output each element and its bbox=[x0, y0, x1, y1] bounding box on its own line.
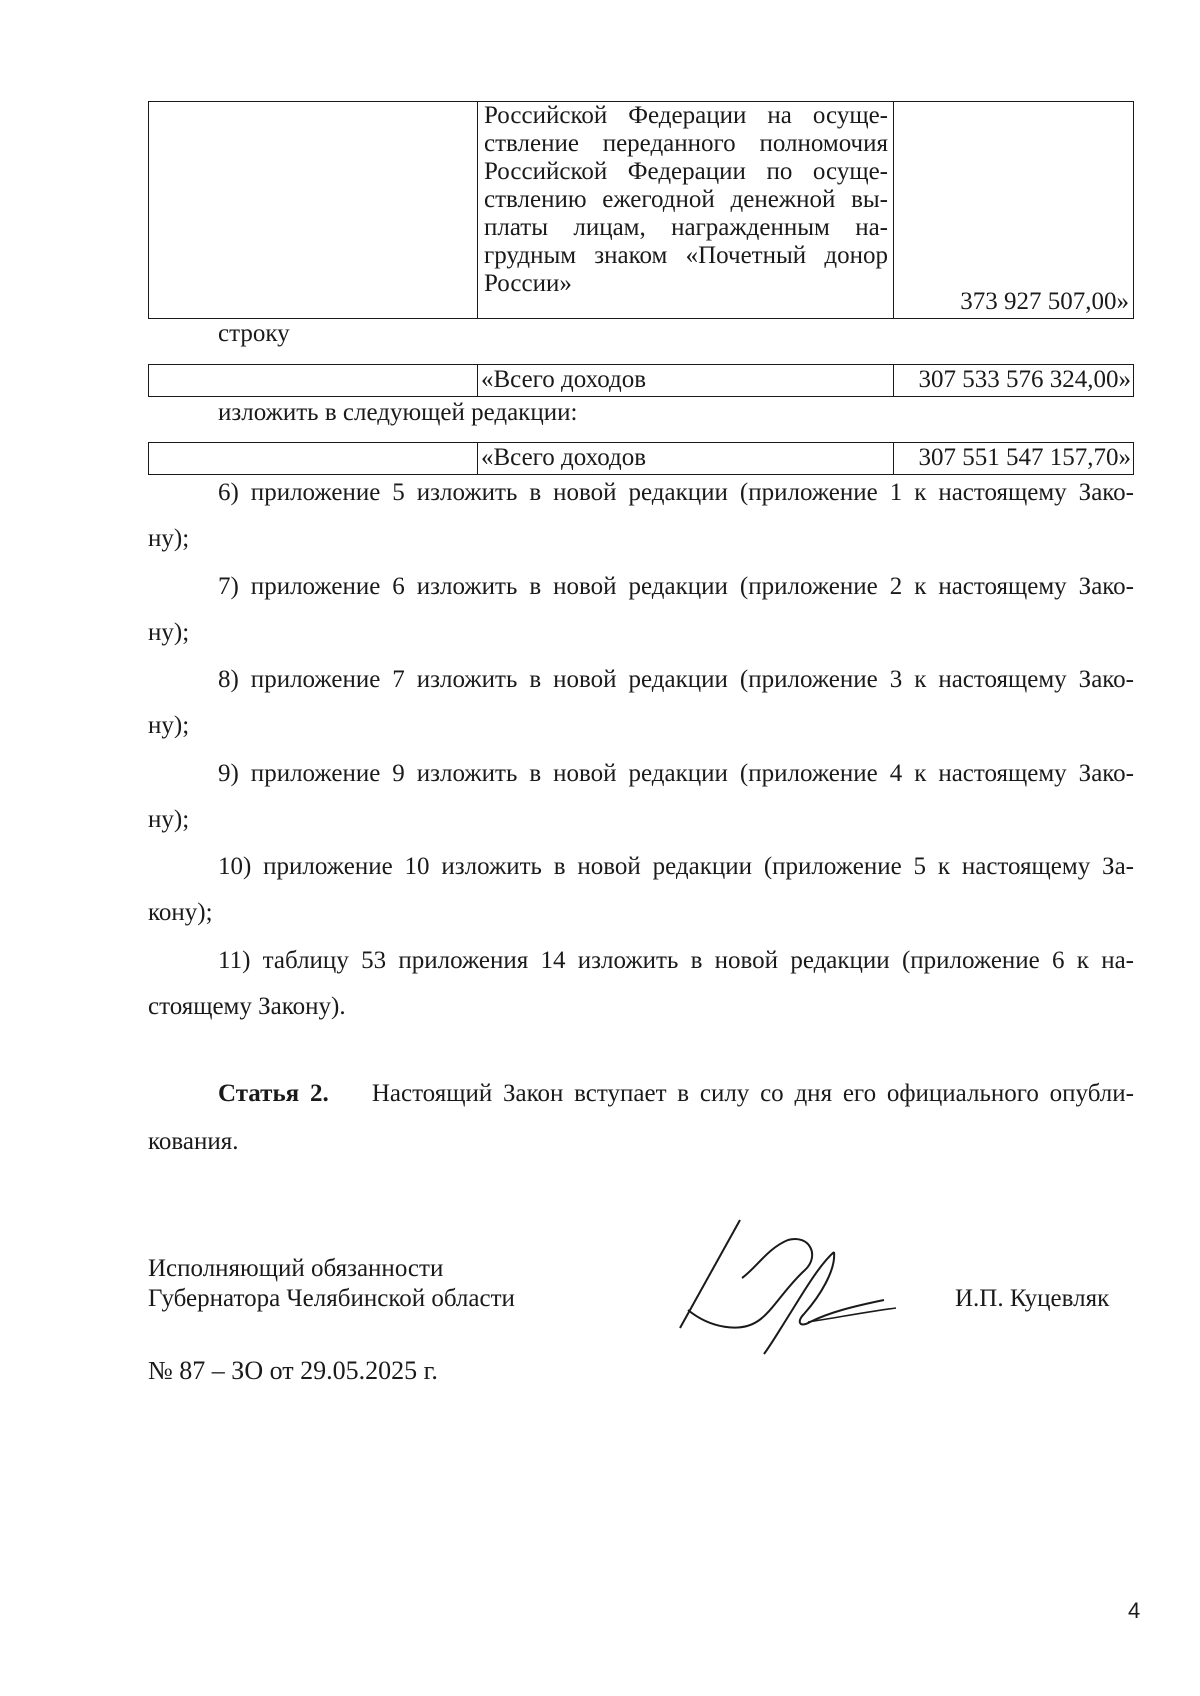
label-edit: изложить в следующей редакции: bbox=[218, 399, 578, 426]
list-item-line1: 8) приложение 7 изложить в новой редакции (приложение 3 к настоящему Зако- bbox=[218, 666, 1134, 693]
table-amount-value: 373 927 507,00» bbox=[960, 288, 1129, 315]
total-table-new bbox=[148, 442, 1134, 475]
page-number: 4 bbox=[1128, 1598, 1141, 1623]
list-item-line2: ну); bbox=[148, 712, 190, 739]
total-label-new: «Всего доходов bbox=[481, 444, 647, 471]
table-description-line: России» bbox=[484, 270, 572, 297]
table-description-line: грудным знаком «Почетный донор bbox=[484, 242, 888, 269]
list-item-line2: стоящему Закону). bbox=[148, 993, 346, 1020]
list-item-line1: 9) приложение 9 изложить в новой редакции (приложение 4 к настоящему Зако- bbox=[218, 760, 1134, 787]
article-heading: Статья 2. bbox=[218, 1080, 329, 1107]
list-item-line1: 10) приложение 10 изложить в новой редакции (приложение 5 к настоящему За- bbox=[218, 853, 1134, 880]
budget-table-continuation bbox=[148, 101, 1134, 319]
list-item-line2: ну); bbox=[148, 619, 190, 646]
table-cell-description bbox=[484, 102, 888, 318]
table-description-line: Российской Федерации на осуще- bbox=[484, 102, 888, 129]
table-description-line: платы лицам, награжденным на- bbox=[484, 214, 888, 241]
total-table-old bbox=[148, 364, 1134, 397]
table-cell-amount bbox=[895, 102, 1129, 318]
law-number-date: № 87 – ЗО от 29.05.2025 г. bbox=[148, 1356, 438, 1385]
list-item-line2: кону); bbox=[148, 899, 213, 926]
list-item-line1: 11) таблицу 53 приложения 14 изложить в новой редакции (приложение 6 к на- bbox=[218, 947, 1134, 974]
list-item-line2: ну); bbox=[148, 525, 190, 552]
total-amount-new: 307 551 547 157,70» bbox=[918, 444, 1131, 471]
list-item-line1: 6) приложение 5 изложить в новой редакции (приложение 1 к настоящему Зако- bbox=[218, 479, 1134, 506]
total-label-old: «Всего доходов bbox=[481, 366, 647, 393]
article-text-line2: кования. bbox=[148, 1128, 239, 1155]
list-item-line2: ну); bbox=[148, 806, 190, 833]
label-row: строку bbox=[218, 320, 290, 347]
signatory-title-line1: Исполняющий обязанности bbox=[148, 1255, 444, 1282]
signatory-name: И.П. Куцевляк bbox=[955, 1285, 1110, 1312]
table-description-line: ствлению ежегодной денежной вы- bbox=[484, 186, 888, 213]
list-item-line1: 7) приложение 6 изложить в новой редакции (приложение 2 к настоящему Зако- bbox=[218, 573, 1134, 600]
signatory-title-line2: Губернатора Челябинской области bbox=[148, 1285, 515, 1312]
article-paragraph bbox=[218, 1079, 1134, 1109]
handwritten-signature bbox=[660, 1208, 900, 1358]
table-description-line: Российской Федерации по осуще- bbox=[484, 158, 888, 185]
article-text-line1: Настоящий Закон вступает в силу со дня его официального опубли- bbox=[371, 1080, 1134, 1107]
table-description-line: ствление переданного полномочия bbox=[484, 130, 888, 157]
total-amount-old: 307 533 576 324,00» bbox=[918, 366, 1131, 393]
